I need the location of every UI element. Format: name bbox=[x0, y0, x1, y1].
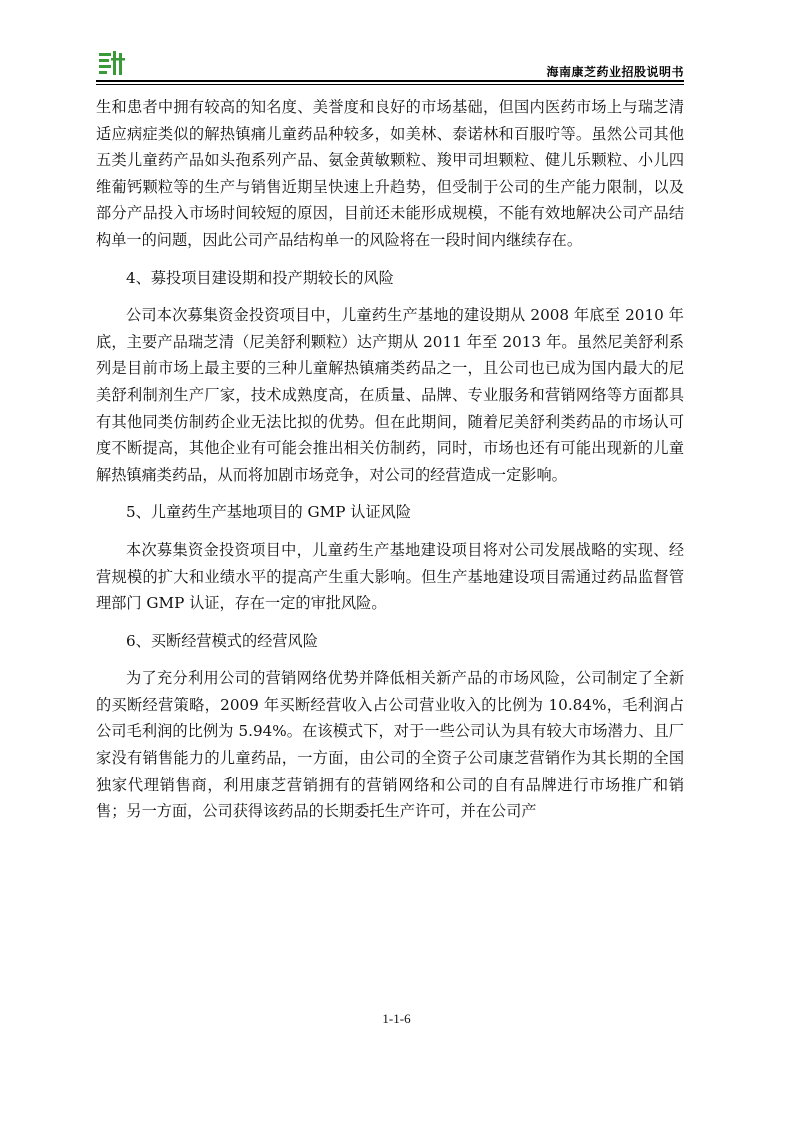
section-heading-4: 4、募投项目建设期和投产期较长的风险 bbox=[126, 268, 394, 287]
header-divider-thin bbox=[96, 84, 684, 85]
section-heading-5: 5、儿童药生产基地项目的 GMP 认证风险 bbox=[126, 503, 412, 522]
section-heading-6: 6、买断经营模式的经营风险 bbox=[126, 631, 318, 650]
header-divider-thick bbox=[96, 80, 684, 82]
paragraph: 本次募集资金投资项目中，儿童药生产基地建设项目将对公司发展战略的实现、经营规模的扩大和业绩水平的提高产生重大影响。但生产基地建设项目需通过药品监督管理部门 GMP 认证，存在一定的审批风险。 bbox=[96, 540, 684, 613]
page-number: 1-1-6 bbox=[382, 1011, 411, 1026]
document-body bbox=[96, 94, 684, 825]
paragraph-continued: 生和患者中拥有较高的知名度、美誉度和良好的市场基础，但国内医药市场上与瑞芝清适应病症类似的解热镇痛儿童药品种较多，如美林、泰诺林和百服咛等。虽然公司其他五类儿童药产品如头孢系列产品、氨金黄敏颗粒、羧甲司坦颗粒、健儿乐颗粒、小儿四维葡钙颗粒等的生产与销售近期呈快速上升趋势，但受制于公司的生产能力限制，以及部分产品投入市场时间较短的原因，目前还未能形成规模，不能有效地解决公司产品结构单一的问题，因此公司产品结构单一的风险将在一段时间内继续存在。 bbox=[96, 98, 684, 249]
paragraph: 公司本次募集资金投资项目中，儿童药生产基地的建设期从 2008 年底至 2010 年底，主要产品瑞芝清（尼美舒利颗粒）达产期从 2011 年至 2013 年。虽然尼美舒利系列是目前市场上最主要的三种儿童解热镇痛类药品之一，且公司也已成为国内最大的尼美舒利制剂生产厂家，技术成熟度高，在质量、品牌、专业服务和营销网络等方面都具有其他同类仿制药企业无法比拟的优势。但在此期间，随着尼美舒利类药品的市场认可度不断提高，其他企业有可能会推出相关仿制药，同时，市场也还有可能出现新的儿童解热镇痛类药品，从而将加剧市场竞争，对公司的经营造成一定影响。 bbox=[96, 306, 684, 484]
paragraph: 为了充分利用公司的营销网络优势并降低相关新产品的市场风险，公司制定了全新的买断经营策略，2009 年买断经营收入占公司营业收入的比例为 10.84%，毛利润占公司毛利润的比例为 5.94%。在该模式下，对于一些公司认为具有较大市场潜力、且厂家没有销售能力的儿童药品，一方面，由公司的全资子公司康芝营销作为其长期的全国独家代理销售商，利用康芝营销拥有的营销网络和公司的自有品牌进行市场推广和销售；另一方面，公司获得该药品的长期委托生产许可，并在公司产 bbox=[96, 669, 684, 821]
kangzhi-logo-icon bbox=[98, 50, 126, 76]
document-title: 海南康芝药业招股说明书 bbox=[546, 65, 684, 79]
page-header bbox=[96, 50, 684, 84]
